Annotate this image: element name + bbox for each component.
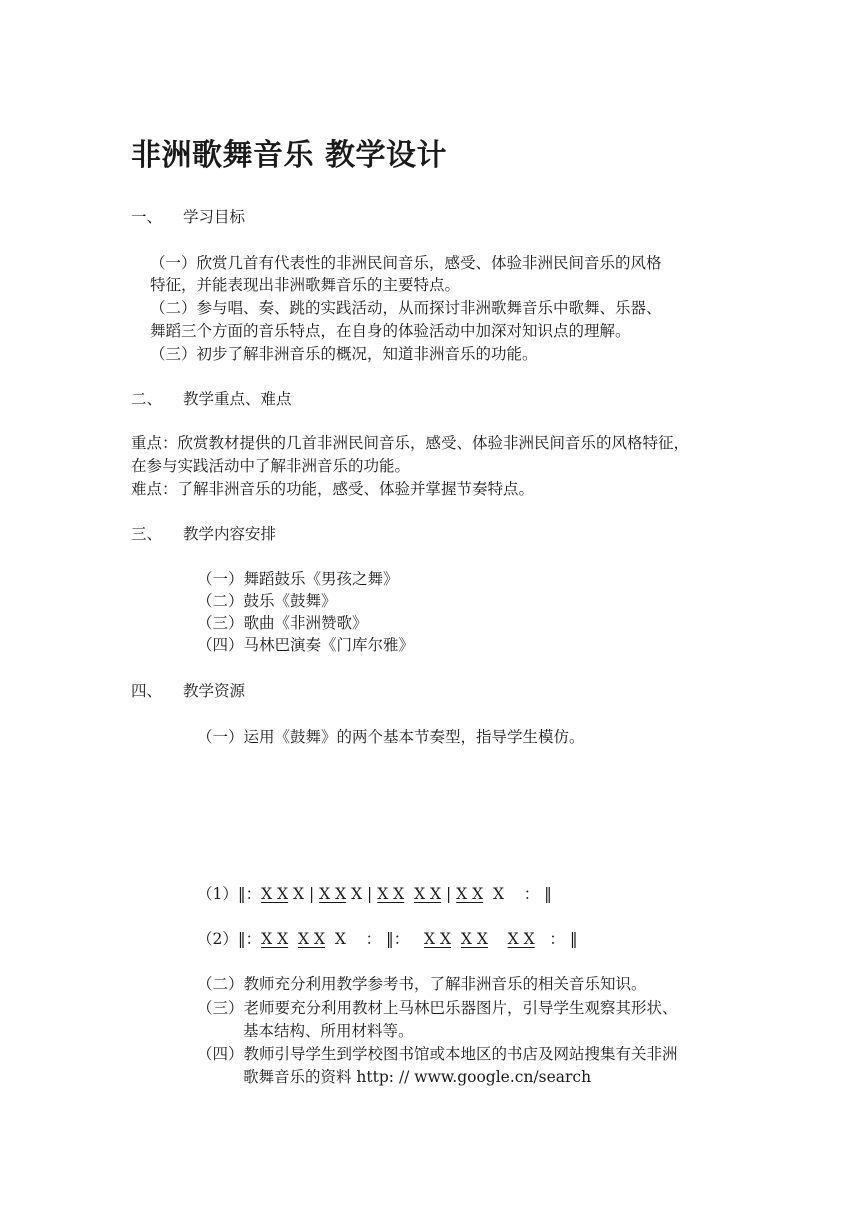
section-heading-text: 教学内容安排 — [183, 525, 277, 543]
rhythm-sep — [488, 930, 508, 948]
list-item: （二）鼓乐《鼓舞》 — [197, 592, 337, 610]
rhythm-sep: X ： ‖： — [324, 930, 425, 948]
list-item: （三）老师要充分利用教材上马林巴乐器图片，引导学生观察其形状、 — [197, 999, 678, 1017]
section-heading-objectives — [131, 206, 245, 228]
section-heading-text: 教学重点、难点 — [183, 390, 292, 408]
rhythm-sep — [288, 930, 298, 948]
paragraph-line: （一）运用《鼓舞》的两个基本节奏型，指导学生模仿。 — [197, 728, 585, 746]
list-item: （四）教师引导学生到学校图书馆或本地区的书店及网站搜集有关非洲 — [197, 1045, 678, 1063]
rhythm-beat: X X — [261, 885, 289, 903]
section-number: 四、 — [131, 682, 163, 700]
list-item-continued: 基本结构、所用材料等。 — [243, 1022, 414, 1040]
rhythm-sep — [451, 930, 461, 948]
section-heading-text: 学习目标 — [183, 208, 246, 226]
rhythm-beat: X X — [414, 885, 442, 903]
rhythm-sep — [404, 885, 414, 903]
rhythm-beat: X X — [456, 885, 484, 903]
rhythm-prefix: （1）‖： — [197, 885, 262, 903]
section-heading-key-points — [131, 388, 292, 410]
rhythm-beat: X X — [460, 930, 488, 948]
rhythm-sep: X | — [288, 885, 320, 903]
rhythm-beat: X X — [297, 930, 325, 948]
paragraph-line: 特征，并能表现出非洲歌舞音乐的主要特点。 — [150, 276, 461, 294]
section-heading-text: 教学资源 — [183, 682, 246, 700]
section-number: 二、 — [131, 390, 163, 408]
rhythm-beat: X X — [377, 885, 405, 903]
section-number: 一、 — [131, 208, 163, 226]
paragraph-line: 在参与实践活动中了解非洲音乐的功能。 — [131, 457, 411, 475]
paragraph-line: 舞蹈三个方面的音乐特点，在自身的体验活动中加深对知识点的理解。 — [150, 322, 631, 340]
paragraph-line: 重点：欣赏教材提供的几首非洲民间音乐，感受、体验非洲民间音乐的风格特征， — [131, 434, 690, 452]
rhythm-end: X ： ‖ — [483, 885, 552, 903]
paragraph-line: 难点：了解非洲音乐的功能，感受、体验并掌握节奏特点。 — [131, 480, 535, 498]
section-heading-resources — [131, 680, 245, 702]
rhythm-beat: X X — [319, 885, 347, 903]
rhythm-pattern-1 — [197, 883, 552, 905]
rhythm-beat: X X — [424, 930, 452, 948]
rhythm-beat: X X — [261, 930, 289, 948]
rhythm-end: ： ‖ — [534, 930, 578, 948]
rhythm-pattern-2 — [197, 928, 578, 950]
paragraph-line: （二）参与唱、奏、跳的实践活动，从而探讨非洲歌舞音乐中歌舞、乐器、 — [150, 299, 662, 317]
rhythm-sep: X | — [346, 885, 378, 903]
paragraph-line: （一）欣赏几首有代表性的非洲民间音乐，感受、体验非洲民间音乐的风格 — [150, 254, 662, 272]
section-heading-content — [131, 523, 276, 545]
list-item: （二）教师充分利用教学参考书，了解非洲音乐的相关音乐知识。 — [197, 975, 647, 993]
rhythm-prefix: （2）‖： — [197, 930, 262, 948]
document-title: 非洲歌舞音乐 教学设计 — [131, 138, 447, 173]
list-item: （三）歌曲《非洲赞歌》 — [197, 614, 368, 632]
paragraph-line: （三）初步了解非洲音乐的概况，知道非洲音乐的功能。 — [150, 345, 538, 363]
section-number: 三、 — [131, 525, 163, 543]
list-item: （四）马林巴演奏《门库尔雅》 — [197, 636, 415, 654]
list-item-continued: 歌舞音乐的资料 http: // www.google.cn/search — [243, 1068, 592, 1086]
rhythm-beat: X X — [507, 930, 535, 948]
rhythm-sep: | — [441, 885, 457, 903]
list-item: （一）舞蹈鼓乐《男孩之舞》 — [197, 570, 399, 588]
